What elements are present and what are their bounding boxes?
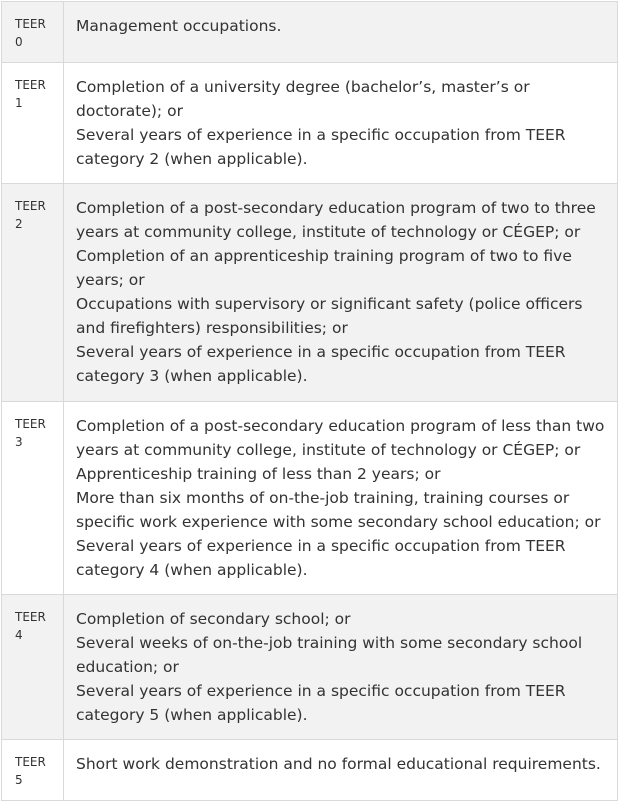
description-line: Completion of a university degree (bachelor’s, master’s or doctorate); or — [76, 78, 530, 120]
description-line: Completion of a post-secondary education program of less than two years at community college, institute of technology or CÉGEP; or — [76, 417, 605, 459]
teer-table — [1, 1, 618, 801]
teer-word: TEER — [15, 417, 46, 431]
description-line: Several weeks of on-the-job training with some secondary school education; or — [76, 634, 583, 676]
teer-description-cell — [64, 63, 618, 184]
teer-label-cell — [2, 63, 64, 184]
table-row-teer-3 — [2, 402, 618, 595]
description-line: Completion of a post-secondary education program of two to three years at community college, institute of technology or CÉGEP; or — [76, 199, 596, 241]
table-row-teer-1 — [2, 63, 618, 184]
table-row-teer-2 — [2, 184, 618, 402]
description-line: Management occupations. — [76, 17, 282, 35]
teer-number: 5 — [15, 773, 23, 787]
description-line: Several years of experience in a specific occupation from TEER category 4 (when applicable). — [76, 537, 566, 579]
teer-word: TEER — [15, 78, 46, 92]
teer-number: 2 — [15, 217, 23, 231]
description-line: Apprenticeship training of less than 2 years; or — [76, 465, 441, 483]
description-line: Several years of experience in a specific occupation from TEER category 2 (when applicable). — [76, 126, 566, 168]
description-line: Several years of experience in a specific occupation from TEER category 3 (when applicable). — [76, 343, 566, 385]
teer-number: 3 — [15, 435, 23, 449]
table-row-teer-4 — [2, 595, 618, 740]
teer-description-cell — [64, 184, 618, 402]
teer-label-cell — [2, 2, 64, 63]
teer-number: 4 — [15, 628, 23, 642]
teer-label-cell — [2, 184, 64, 402]
teer-description-cell — [64, 402, 618, 595]
description-line: Completion of secondary school; or — [76, 610, 351, 628]
teer-description-cell — [64, 595, 618, 740]
description-line: Completion of an apprenticeship training program of two to five years; or — [76, 247, 572, 289]
description-line: More than six months of on-the-job training, training courses or specific work experience with some secondary school education; or — [76, 489, 601, 531]
teer-word: TEER — [15, 199, 46, 213]
description-line: Occupations with supervisory or significant safety (police officers and firefighters) responsibilities; or — [76, 295, 583, 337]
table-row-teer-0 — [2, 2, 618, 63]
teer-word: TEER — [15, 610, 46, 624]
teer-label-cell — [2, 595, 64, 740]
teer-description-cell — [64, 2, 618, 63]
teer-number: 0 — [15, 35, 23, 49]
description-line: Short work demonstration and no formal educational requirements. — [76, 755, 601, 773]
teer-label-cell — [2, 402, 64, 595]
teer-word: TEER — [15, 755, 46, 769]
teer-description-cell — [64, 740, 618, 801]
teer-number: 1 — [15, 96, 23, 110]
teer-word: TEER — [15, 17, 46, 31]
description-line: Several years of experience in a specific occupation from TEER category 5 (when applicable). — [76, 682, 566, 724]
table-row-teer-5 — [2, 740, 618, 801]
teer-label-cell — [2, 740, 64, 801]
